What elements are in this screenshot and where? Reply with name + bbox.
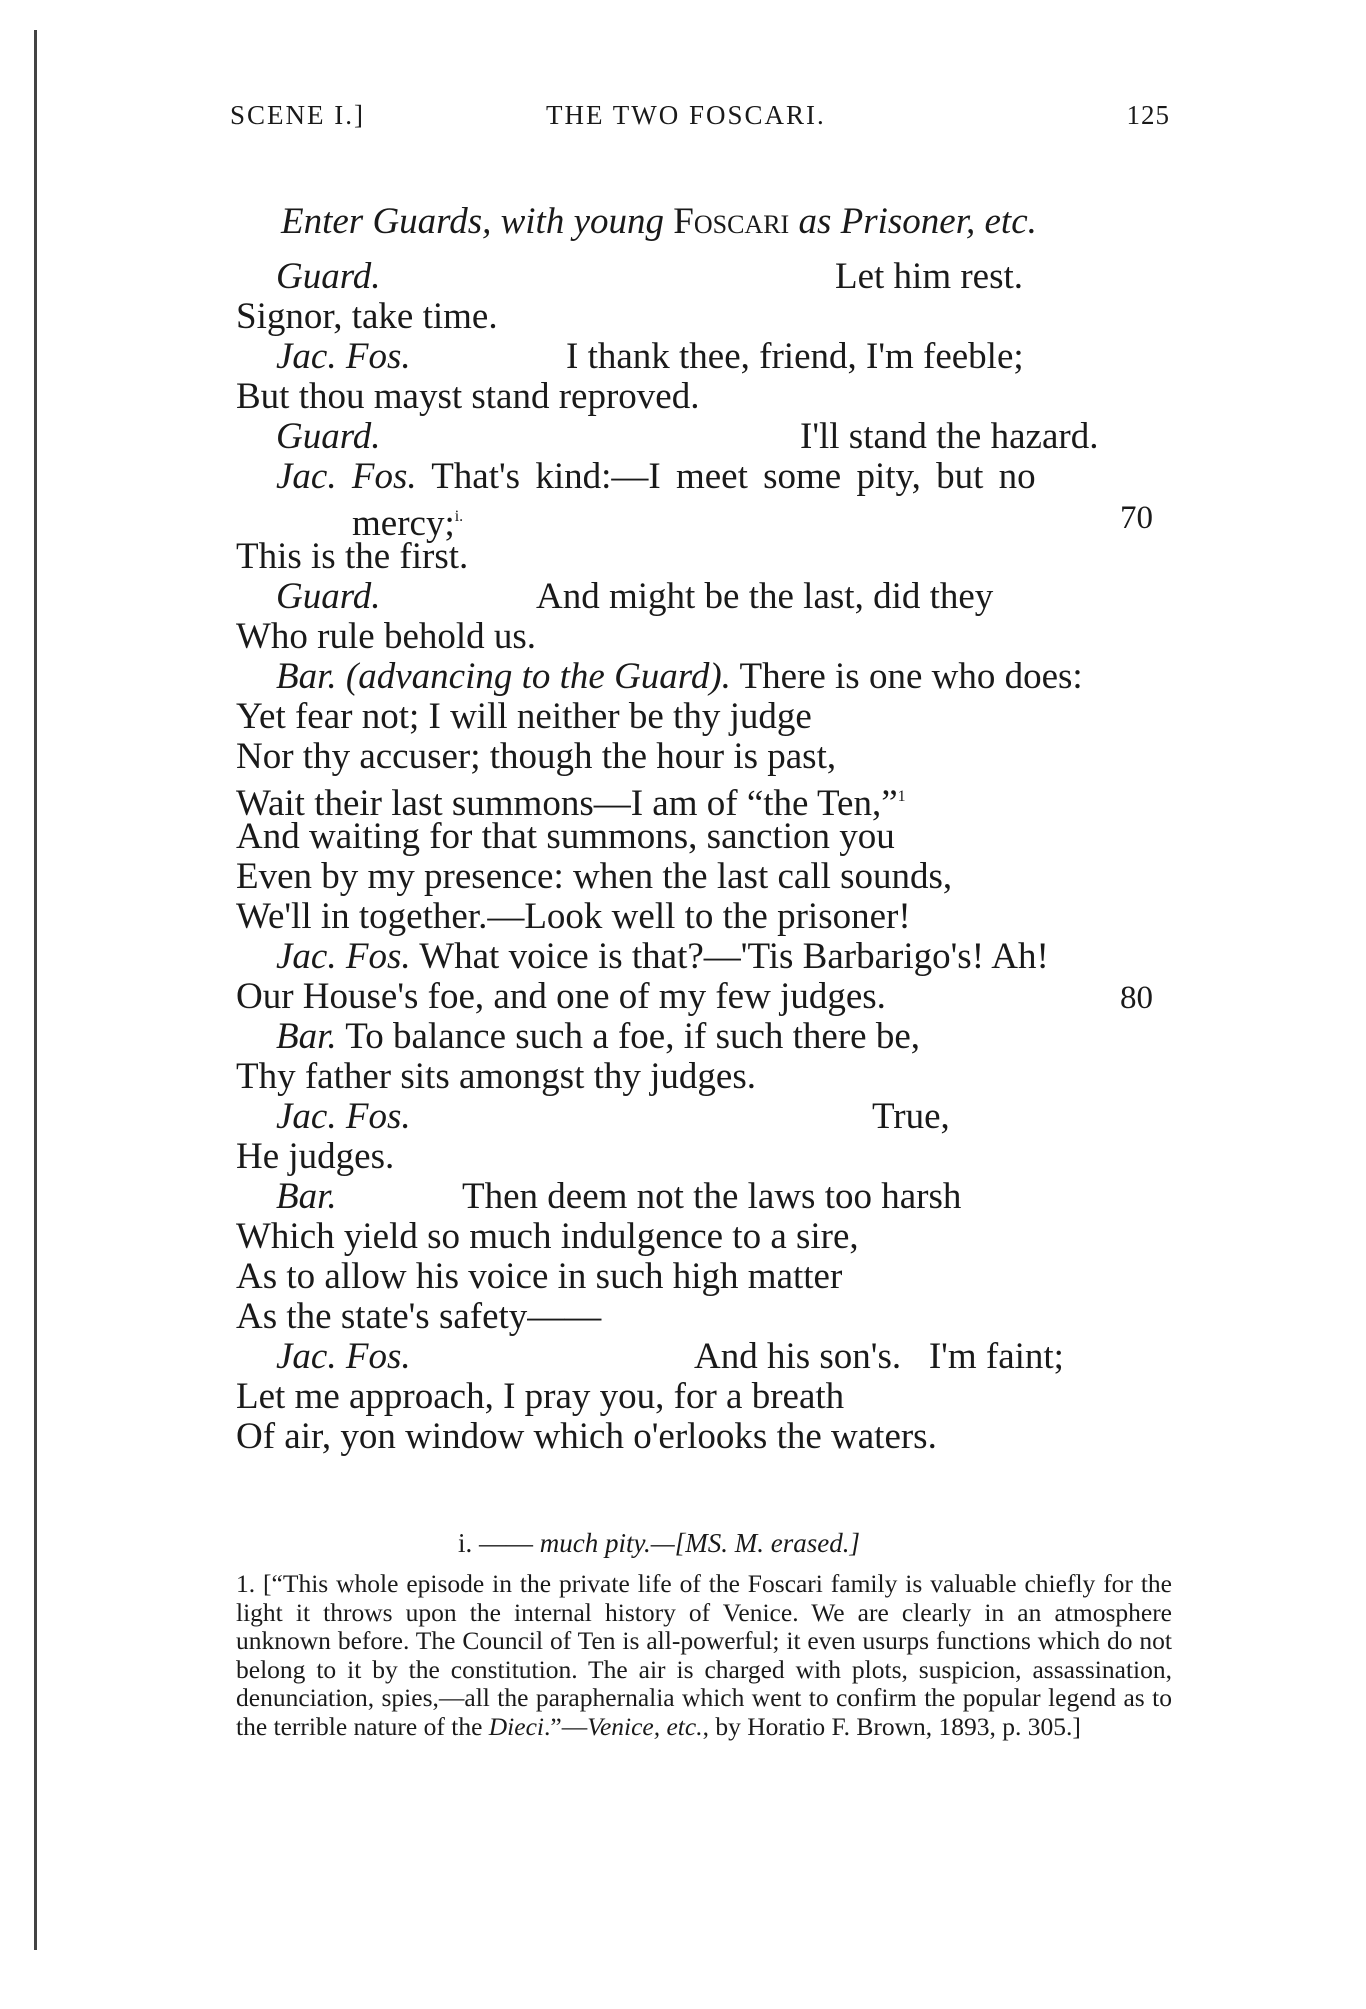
footnote: 1. [“This whole episode in the private life of the Foscari family is valuable chiefly for the light it throws upon the internal history of Venice. We are clearly in an atmosphere unknown before. The Council of Ten is all-powerful; it even usurps functions which do not belong to it by the constitution. The air is charged with plots, suspicion, assassination, denunciation, spies,—all the paraphernalia which went to confirm the popular legend as to the terrible nature of the Dieci.”—Venice, etc., by Horatio F. Brown, 1893, p. 305.] [236, 1569, 1172, 1741]
verse-line: Jac. Fos. [276, 1096, 411, 1137]
verse-line: Jac. Fos. [276, 1336, 411, 1377]
running-header [230, 100, 1170, 140]
verse-line: Let me approach, I pray you, for a breath [236, 1376, 845, 1417]
verse-line: Jac. Fos. [276, 336, 411, 377]
verse-line: Jac. Fos. That's kind:—I meet some pity, but no [276, 456, 1036, 497]
stage-direction: Enter Guards, with young Foscari as Prisoner, etc. [281, 201, 1037, 242]
verse-line: And waiting for that summons, sanction you [236, 816, 895, 857]
verse-line: He judges. [236, 1136, 395, 1177]
verse-line: Guard. [276, 416, 381, 457]
verse-line-text: And his son's. I'm faint; [694, 1336, 1064, 1377]
verse-line-text: Then deem not the laws too harsh [462, 1176, 962, 1217]
verse-line-text: And might be the last, did they [536, 576, 994, 617]
verse-line: As the state's safety—— [236, 1296, 602, 1337]
verse-line: Guard. [276, 256, 381, 297]
line-number: 70 [1120, 500, 1153, 536]
verse-line: Who rule behold us. [236, 616, 537, 657]
verse-line: mercy;$^{i.}$ [352, 503, 464, 544]
verse-line-text: Let him rest. [835, 256, 1024, 297]
verse-line: As to allow his voice in such high matter [236, 1256, 843, 1297]
verse-line: Wait their last summons—I am of “the Ten,”$^1$ [236, 783, 906, 824]
page-number: 125 [1126, 100, 1170, 130]
verse-line-text: I thank thee, friend, I'm feeble; [566, 336, 1024, 377]
verse-line: Signor, take time. [236, 296, 498, 337]
verse-line: Nor thy accuser; though the hour is past, [236, 736, 837, 777]
verse-line: We'll in together.—Look well to the prisoner! [236, 896, 911, 937]
verse-line: This is the first. [236, 536, 469, 577]
verse-line-text: I'll stand the hazard. [800, 416, 1099, 457]
verse-line: Thy father sits amongst thy judges. [236, 1056, 756, 1097]
scene-label: SCENE I.] [230, 100, 365, 130]
verse-line: Guard. [276, 576, 381, 617]
verse-line-text: True, [872, 1096, 950, 1137]
verse-line: Which yield so much indulgence to a sire, [236, 1216, 859, 1257]
play-title: THE TWO FOSCARI. [546, 100, 826, 130]
verse-line: Of air, yon window which o'erlooks the waters. [236, 1416, 937, 1457]
verse-line: Bar. To balance such a foe, if such there be, [276, 1016, 921, 1057]
verse-line: Even by my presence: when the last call sounds, [236, 856, 953, 897]
verse-line: Our House's foe, and one of my few judges. [236, 976, 886, 1017]
verse-line: But thou mayst stand reproved. [236, 376, 700, 417]
verse-line: Yet fear not; I will neither be thy judge [236, 696, 812, 737]
variant-note: i. —— much pity.—[MS. M. erased.] [458, 1528, 860, 1558]
verse-line: Bar. (advancing to the Guard). There is one who does: [276, 656, 1083, 697]
binding-edge-line [34, 30, 37, 1950]
verse-line: Jac. Fos. What voice is that?—'Tis Barbarigo's! Ah! [276, 936, 1049, 977]
verse-line: Bar. [276, 1176, 337, 1217]
line-number: 80 [1120, 980, 1153, 1016]
